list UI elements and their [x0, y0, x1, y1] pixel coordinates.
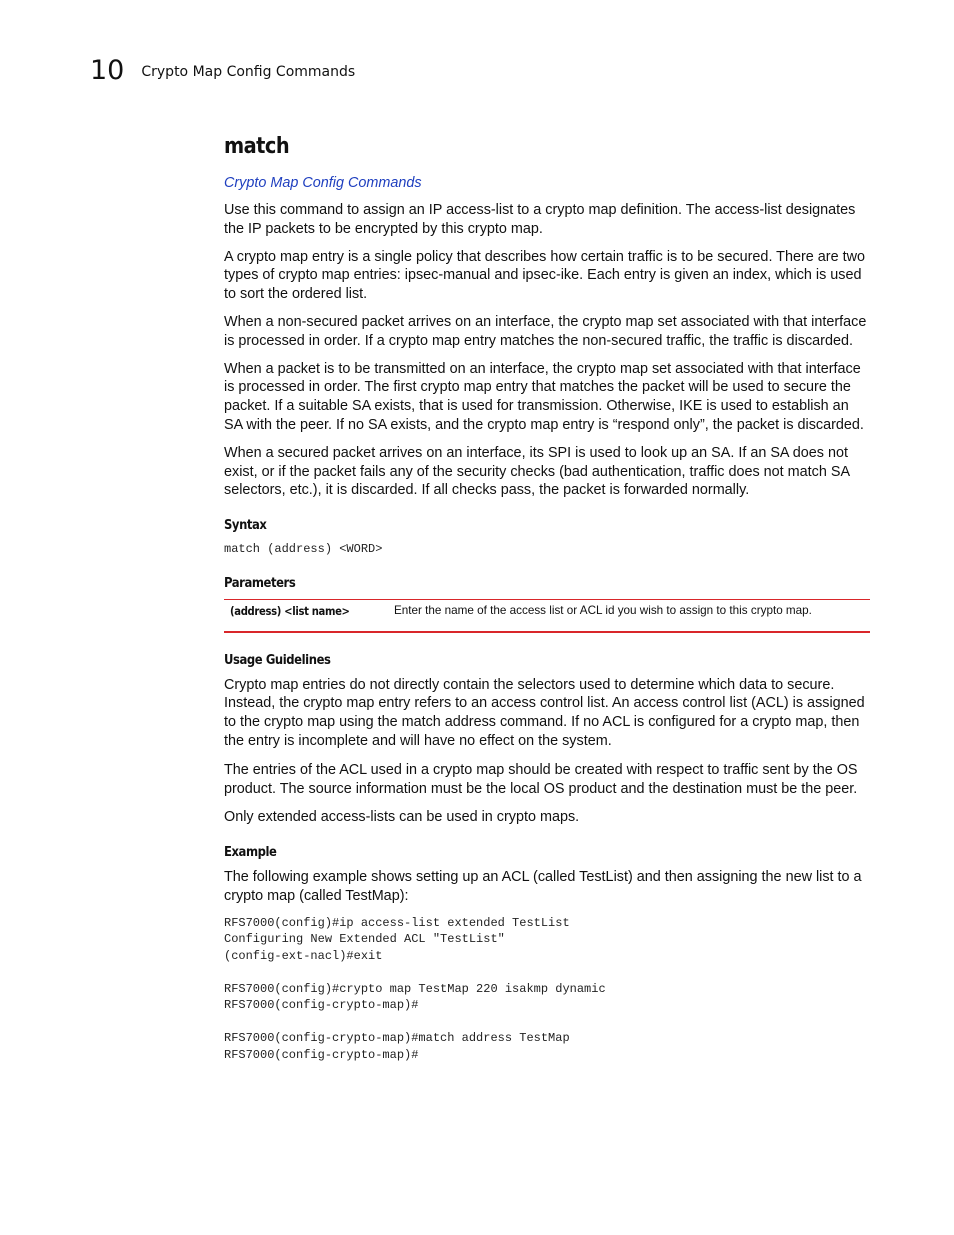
chapter-number: 10	[90, 55, 125, 86]
intro-paragraph-5: When a secured packet arrives on an interface, its SPI is used to look up an SA. If an SA does not exist, or if the packet fails any of the security checks (bad authentication, traffic does not match SA selectors, etc.), it is discarded. If all checks pass, the packet is forwarded normally.	[224, 444, 850, 499]
table-row	[224, 599, 870, 632]
main-content	[224, 132, 870, 1063]
section-title: match	[224, 134, 290, 159]
intro-paragraph-1: Use this command to assign an IP access-list to a crypto map definition. The access-list designates the IP packets to be encrypted by this crypto map.	[224, 202, 856, 237]
intro-paragraph-4: When a packet is to be transmitted on an interface, the crypto map set associated with that interface is processed in order. The first crypto map entry that matches the packet will be used to secure the packet. If a suitable SA exists, that is used for transmission. Otherwise, IKE is used to establish an SA with the peer. If no SA exists, and the crypto map entry is “respond only”, the packet is discarded.	[224, 360, 864, 433]
syntax-code: match (address) <WORD>	[224, 542, 383, 557]
crypto-map-config-commands-link[interactable]: Crypto Map Config Commands	[224, 175, 422, 191]
parameter-name-cell	[224, 599, 394, 632]
example-code: RFS7000(config)#ip access-list extended TestList Configuring New Extended ACL "TestList" (config-ext-nacl)#exit RFS7000(config)#crypto map TestMap 220 isakmp dynamic RFS7000(config-crypto-map)# RFS7000(config-crypto-map)#match address TestMap RFS7000(config-crypto-map)#	[224, 915, 606, 1062]
usage-paragraph-2: The entries of the ACL used in a crypto map should be created with respect to traffic sent by the OS product. The source information must be the local OS product and the destination must be the peer.	[224, 761, 858, 797]
parameters-table	[224, 599, 870, 633]
usage-paragraph-3: Only extended access-lists can be used in crypto maps.	[224, 809, 580, 826]
chapter-header	[90, 56, 355, 86]
example-heading: Example	[224, 844, 277, 861]
intro-paragraph-3: When a non-secured packet arrives on an interface, the crypto map set associated with that interface is processed in order. If a crypto map entry matches the non-secured traffic, the traffic is discarded.	[224, 313, 867, 349]
parameters-heading: Parameters	[224, 574, 296, 591]
parameter-description: Enter the name of the access list or ACL id you wish to assign to this crypto map.	[394, 599, 870, 632]
syntax-heading: Syntax	[224, 517, 267, 534]
parameter-name: (address) <list name>	[230, 603, 350, 618]
chapter-title: Crypto Map Config Commands	[141, 64, 356, 80]
intro-paragraph-2: A crypto map entry is a single policy that describes how certain traffic is to be secured. There are two types of crypto map entries: ipsec-manual and ipsec-ike. Each entry is given an index, which is used to sort the ordered list.	[224, 248, 865, 303]
usage-guidelines-heading: Usage Guidelines	[224, 651, 331, 668]
usage-paragraph-1: Crypto map entries do not directly contain the selectors used to determine which data to secure. Instead, the crypto map entry refers to an access control list. An access control list (ACL) is assigned to the crypto map using the match address command. If no ACL is configured for a crypto map, then the entry is incomplete and will have no effect on the system.	[224, 676, 865, 750]
example-intro: The following example shows setting up an ACL (called TestList) and then assigning the new list to a crypto map (called TestMap):	[224, 869, 862, 905]
